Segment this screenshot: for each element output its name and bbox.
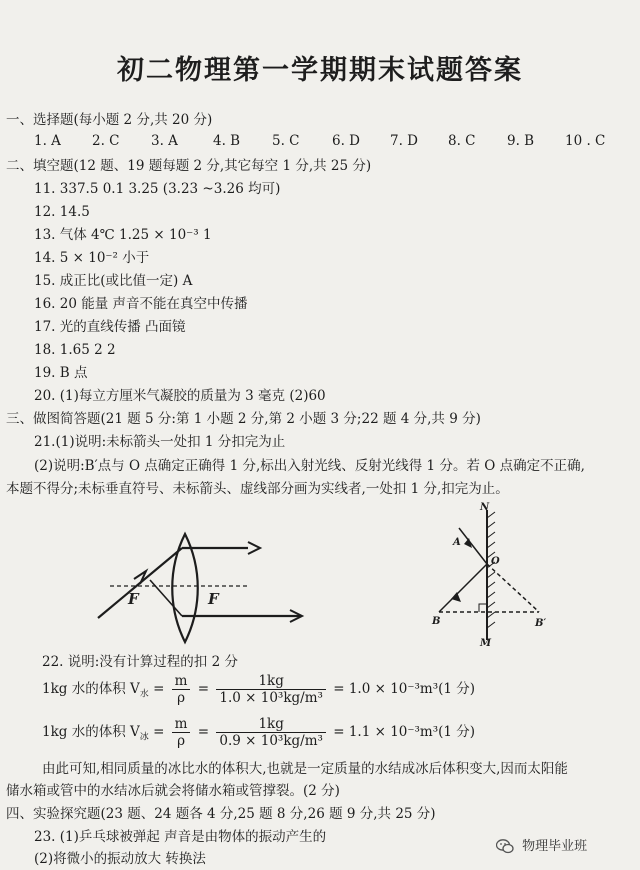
eq-subscript: 水 [139, 689, 149, 700]
eq-sign: = [153, 724, 165, 740]
fill-answer-12: 12. 14.5 [34, 204, 90, 220]
ice-volume-equation: 1kg 水的体积 $V_冰$ = $\frac{m}{\rho}$ = $\frac{1kg}{\text{0.9 × 10³kg/m³}}$ = 1.1 × 10⁻³m³(1 分) [42, 716, 476, 749]
q22-conclusion-line1: 由此可知,相同质量的冰比水的体积大,也就是一定质量的水结成冰后体积变大,因而太阳能 [42, 761, 568, 777]
mc-answer: 4. B [213, 133, 241, 149]
mc-answer: 3. A [151, 133, 178, 149]
mc-answer: 6. D [332, 133, 360, 149]
mc-answer: 2. C [92, 133, 120, 149]
q21-part2-line2: 本题不得分;未标垂直符号、未标箭头、虚线部分画为实线者,一处扣 1 分,扣完为止。 [6, 481, 509, 497]
section2-heading: 二、填空题(12 题、19 题每题 2 分,其它每空 1 分,共 25 分) [6, 158, 372, 174]
reflected-ray [439, 564, 487, 612]
virtual-ray [487, 564, 539, 612]
focus-label-left: F [128, 590, 139, 608]
section1-heading: 一、选择题(每小题 2 分,共 20 分) [6, 112, 213, 128]
fill-answer-11: 11. 337.5 0.1 3.25 (3.23 ~3.26 均可) [34, 181, 281, 197]
q21-part1: 21.(1)说明:未标箭头一处扣 1 分扣完为止 [34, 434, 286, 450]
eq-result: = 1.0 × 10⁻³m³(1 分) [333, 681, 476, 697]
fraction: $\frac{1kg}{\text{0.9 × 10³kg/m³}}$ [216, 716, 326, 749]
fraction: $\frac{m}{\rho}$ [172, 673, 191, 706]
fill-answer-17: 17. 光的直线传播 凸面镜 [34, 319, 186, 335]
label-n: N [480, 502, 490, 513]
fraction: $\frac{m}{\rho}$ [172, 716, 191, 749]
convex-lens [172, 534, 198, 642]
mc-answer: 5. C [272, 133, 300, 149]
eq-prefix: 1kg 水的体积 V [42, 724, 140, 740]
mirror-reflection-diagram [425, 500, 555, 650]
q23-part2: (2)将微小的振动放大 转换法 [34, 851, 206, 867]
fraction: $\frac{1kg}{\text{1.0 × 10³kg/m³}}$ [216, 673, 326, 706]
eq-subscript: 冰 [139, 732, 149, 743]
right-angle-mark [479, 604, 487, 612]
arrow-head [451, 592, 461, 602]
arrow-head [248, 542, 260, 554]
watermark-text: 物理毕业班 [522, 839, 588, 854]
incident-ray [459, 528, 487, 564]
water-volume-equation: 1kg 水的体积 $V_水$ = $\frac{m}{\rho}$ = $\frac{1kg}{\text{1.0 × 10³kg/m³}}$ = 1.0 × 10⁻³m³(1 分) [42, 673, 476, 706]
eq-result: = 1.1 × 10⁻³m³(1 分) [333, 724, 476, 740]
q21-part2-line1: (2)说明:B′点与 O 点确定正确得 1 分,标出入射光线、反射光线得 1 分。若 O 点确定不正确, [34, 458, 585, 474]
mc-answer: 7. D [390, 133, 418, 149]
mc-answer: 10 . C [565, 133, 606, 149]
page-title: 初二物理第一学期期末试题答案 [117, 55, 523, 86]
eq-sign: = [153, 681, 165, 697]
label-o: O [491, 556, 500, 567]
label-b: B [432, 616, 441, 627]
section3-heading: 三、做图简答题(21 题 5 分:第 1 小题 2 分,第 2 小题 3 分;22 题 4 分,共 9 分) [6, 411, 481, 427]
fill-answer-20: 20. (1)每立方厘米气凝胶的质量为 3 毫克 (2)60 [34, 388, 326, 404]
arrow-head [134, 571, 146, 584]
q23-part1: 23. (1)乒乓球被弹起 声音是由物体的振动产生的 [34, 829, 327, 845]
label-m: M [480, 638, 492, 649]
q22-conclusion-line2: 储水箱或管中的水结冰后就会将储水箱或管撑裂。(2 分) [6, 783, 340, 799]
fill-answer-18: 18. 1.65 2 2 [34, 342, 116, 358]
focus-label-right: F [208, 590, 219, 608]
fill-answer-14: 14. 5 × 10⁻² 小于 [34, 250, 150, 266]
wechat-icon [496, 839, 514, 854]
label-b-prime: B′ [535, 618, 547, 629]
label-a: A [453, 537, 461, 548]
fill-answer-19: 19. B 点 [34, 365, 88, 381]
fill-answer-13: 13. 气体 4℃ 1.25 × 10⁻³ 1 [34, 227, 212, 243]
watermark [496, 835, 587, 854]
mc-answer: 9. B [507, 133, 535, 149]
fill-answer-16: 16. 20 能量 声音不能在真空中传播 [34, 296, 248, 312]
mc-answer: 1. A [34, 133, 61, 149]
q22-note: 22. 说明:没有计算过程的扣 2 分 [42, 654, 238, 670]
section4-heading: 四、实验探究题(23 题、24 题各 4 分,25 题 8 分,26 题 9 分,共 25 分) [6, 806, 436, 822]
fill-answer-15: 15. 成正比(或比值一定) A [34, 273, 193, 289]
mc-answer: 8. C [448, 133, 476, 149]
eq-prefix: 1kg 水的体积 V [42, 681, 140, 697]
lens-ray-diagram [90, 528, 310, 648]
